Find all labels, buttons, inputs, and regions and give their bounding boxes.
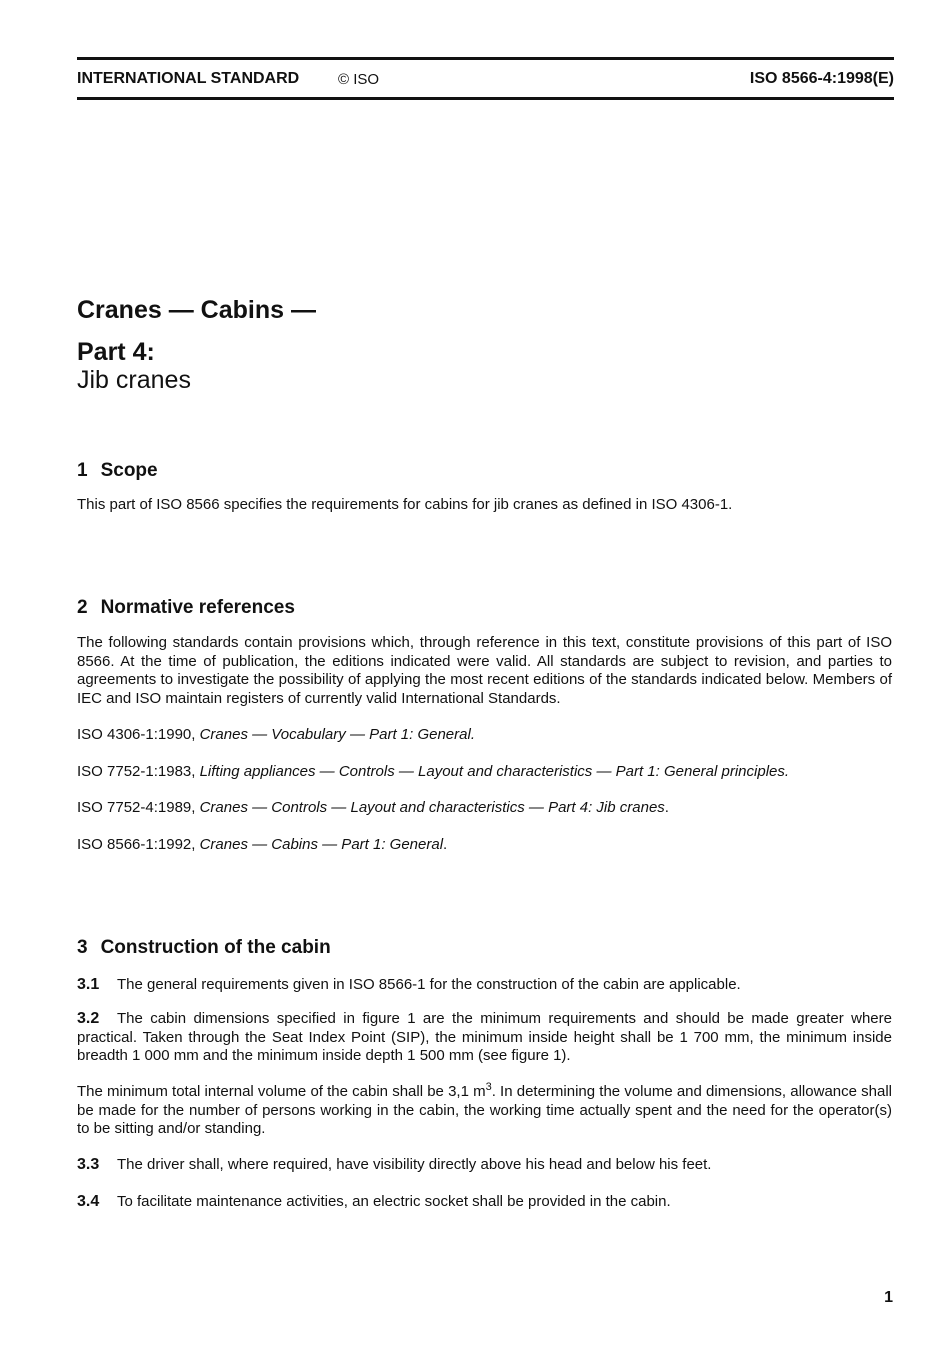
clause-number: 3.1 <box>77 976 100 993</box>
reference-title: Cranes — Cabins — Part 1: General <box>199 836 444 853</box>
header-top-rule <box>77 57 894 60</box>
reference-title: Cranes — Controls — Layout and characteristics — Part 4: Jib cranes <box>199 799 665 816</box>
section-number: 1 <box>77 460 88 481</box>
clause-text: The general requirements given in ISO 8566-1 for the construction of the cabin are applicable. <box>117 976 741 993</box>
document-number: ISO 8566-4:1998(E) <box>749 70 894 87</box>
clause-number: 3.4 <box>77 1193 100 1210</box>
page-subtitle: Jib cranes <box>77 366 191 394</box>
clause-3-4 <box>77 1193 892 1212</box>
reference-item: ISO 7752-4:1989, Cranes — Controls — Layout and characteristics — Part 4: Jib cranes. <box>77 799 669 816</box>
section-title: Scope <box>100 460 158 481</box>
reference-title: Lifting appliances — Controls — Layout and characteristics — Part 1: General principles. <box>199 763 790 780</box>
reference-item: ISO 8566-1:1992, Cranes — Cabins — Part 1: General. <box>77 836 448 853</box>
section-2-heading <box>77 597 295 619</box>
clause-number: 3.2 <box>77 1010 100 1027</box>
clause-3-3 <box>77 1156 892 1175</box>
page-number: 1 <box>884 1289 893 1306</box>
reference-code: ISO 8566-1:1992, <box>77 836 200 853</box>
clause-3-1 <box>77 976 892 995</box>
clause-3-2 <box>77 1010 892 1066</box>
clause-text: To facilitate maintenance activities, an electric socket shall be provided in the cabin. <box>117 1193 671 1210</box>
standard-type-label: INTERNATIONAL STANDARD <box>77 70 300 87</box>
section-1-heading <box>77 460 158 482</box>
section-number: 3 <box>77 937 88 958</box>
reference-code: ISO 4306-1:1990, <box>77 726 200 743</box>
section-3-heading <box>77 937 331 959</box>
part-label: Part 4: <box>77 338 155 366</box>
iso-copyright-mark: © ISO <box>338 71 380 88</box>
reference-title: Cranes — Vocabulary — Part 1: General. <box>199 726 475 743</box>
normative-intro-paragraph: The following standards contain provisions which, through reference in this text, constitute provisions of this part of ISO 8566. At the time of publication, the editions indicated were valid. All standards are subject to revision, and parties to agreements to investigate the possibility of applying the most recent editions of the standards indicated below. Members of IEC and ISO maintain registers of currently valid International Standards. <box>77 634 892 707</box>
section-number: 2 <box>77 597 88 618</box>
header-bottom-rule <box>77 97 894 100</box>
section-title: Construction of the cabin <box>100 937 331 958</box>
clause-text: The cabin dimensions specified in figure 1 are the minimum requirements and should be made greater where practical. Taken through the Seat Index Point (SIP), the minimum inside height shall be 1 700 mm, the minimum inside breadth 1 000 mm and the minimum inside depth 1 500 mm (see figure 1). <box>77 1010 892 1064</box>
section-title: Normative references <box>100 597 295 618</box>
reference-code: ISO 7752-4:1989, <box>77 799 200 816</box>
reference-item <box>77 763 789 782</box>
clause-text: The driver shall, where required, have visibility directly above his head and below his feet. <box>117 1156 712 1173</box>
volume-paragraph: The minimum total internal volume of the cabin shall be 3,1 $m^3$. In determining the volume and dimensions, allowance shall be made for the number of persons working in the cabin, the working time actually spent and the need for the operator(s) to be sitting and/or standing. <box>77 1081 892 1137</box>
page-title: Cranes — Cabins — <box>77 296 316 324</box>
clause-number: 3.3 <box>77 1156 100 1173</box>
reference-code: ISO 7752-1:1983, <box>77 763 200 780</box>
scope-paragraph: This part of ISO 8566 specifies the requirements for cabins for jib cranes as defined in ISO 4306-1. <box>77 496 733 513</box>
superscript-exponent: 3 <box>485 1081 492 1093</box>
reference-item <box>77 726 475 745</box>
